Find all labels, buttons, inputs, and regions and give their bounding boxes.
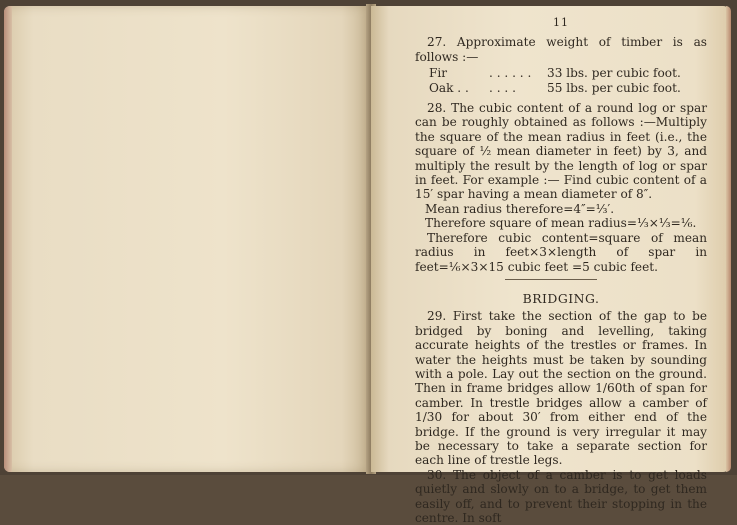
right-page-edge bbox=[726, 6, 731, 472]
leader-dots: . . . . . . bbox=[489, 66, 532, 81]
timber-weight-table bbox=[429, 66, 707, 95]
section-divider bbox=[505, 279, 597, 280]
timber-weight: 33 lbs. per cubic foot. bbox=[547, 66, 681, 81]
right-page bbox=[371, 6, 731, 525]
section-28-line1: Mean radius therefore=4″=⅓′. bbox=[425, 201, 615, 216]
section-29-paragraph: 29. First take the section of the gap to be bridged by boning and levelling, taking accurate heights of the trestles or frames. In water the heights must be taken by sounding with a pole. Lay out the section on the ground. Then in frame bridges allow 1/60th of span for camber. In trestle bridges allow a camber of 1/30 for about 30′ from either end of the bridge. If the ground is very irregular it may be necessary to take a separate section for each line of trestle legs. bbox=[415, 309, 707, 468]
section-30-paragraph: 30. The object of a camber is to get loads quietly and slowly on to a bridge, to get them easily off, and to prevent their stopping in the centre. In soft bbox=[415, 467, 707, 525]
page-number: 11 bbox=[553, 16, 569, 29]
timber-name: Fir bbox=[429, 66, 448, 81]
section-28-line3: Therefore cubic content=square of mean radius in feet×3×length of spar in feet=⅙×3×15 cubic feet =5 cubic feet. bbox=[415, 230, 707, 274]
page-text bbox=[415, 16, 707, 525]
timber-row-oak bbox=[429, 81, 707, 95]
leader-dots: . . . . bbox=[489, 80, 516, 95]
timber-weight: 55 lbs. per cubic foot. bbox=[547, 80, 681, 95]
left-page-blank bbox=[4, 6, 371, 472]
timber-row-fir bbox=[429, 66, 707, 80]
section-27-title: 27. Approximate weight of timber is as follows :— bbox=[415, 35, 707, 64]
timber-name: Oak . . bbox=[429, 80, 469, 95]
left-page-edge bbox=[4, 6, 12, 472]
bridging-heading: BRIDGING. bbox=[522, 290, 600, 306]
section-28-paragraph: 28. The cubic content of a round log or spar can be roughly obtained as follows :—Multiply the square of the mean radius in feet (i.e., the square of ½ mean diameter in feet) by 3, and multiply the result by the length of log or spar in feet. For example :— Find cubic content of a 15′ spar having a mean diameter of 8″. bbox=[415, 101, 707, 202]
section-28-line2: Therefore square of mean radius=⅓×⅓=⅙. bbox=[425, 216, 697, 231]
